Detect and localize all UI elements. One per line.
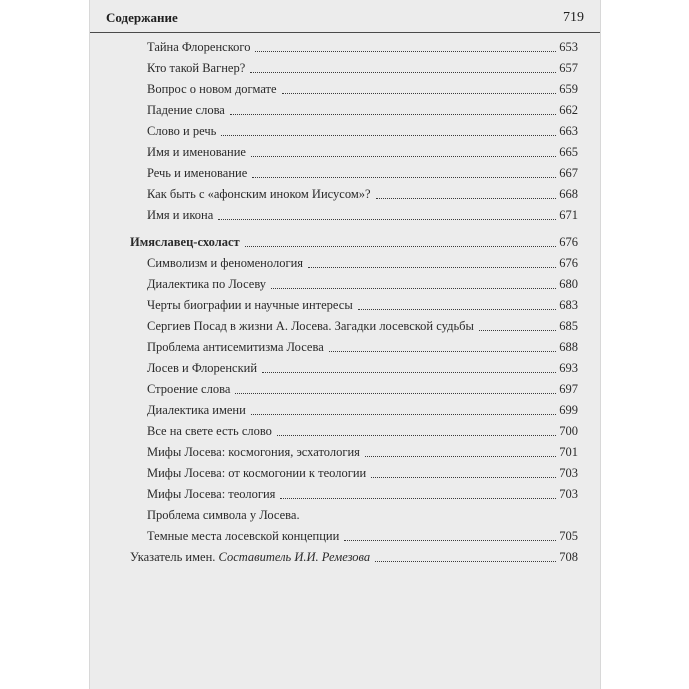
toc-entry-page: 671: [559, 208, 578, 222]
toc-entry-title: Диалектика по Лосеву: [147, 277, 267, 291]
leader-dots: [230, 114, 556, 115]
toc-entry-page: 700: [559, 424, 578, 438]
toc-entry-page: 688: [559, 340, 578, 354]
toc-entry-title: Мифы Лосева: от космогонии к теологии: [147, 466, 367, 480]
toc-entry-title: Проблема антисемитизма Лосева: [147, 340, 324, 354]
leader-dots: [280, 498, 556, 499]
toc-entry: [147, 184, 578, 202]
toc-section-title: Имяславец-схоласт: [130, 235, 240, 249]
leader-dots: [251, 156, 556, 157]
toc-entry-page: 665: [559, 145, 578, 159]
toc-entry-title: [130, 550, 372, 565]
leader-dots: [271, 288, 556, 289]
toc-entry-title: Тайна Флоренского: [147, 40, 251, 54]
toc-entry-page: 699: [559, 403, 578, 417]
toc-entry-title: Мифы Лосева: космогония, эсхатология: [147, 445, 360, 459]
toc-entry: [147, 463, 578, 481]
toc-entry-title: Черты биографии и научные интересы: [147, 298, 353, 312]
leader-dots: [358, 309, 557, 310]
toc-entry-title: Строение слова: [147, 382, 231, 396]
toc-entry-page: 703: [559, 487, 578, 501]
toc-entry: [147, 37, 578, 55]
toc-entry-page: 697: [559, 382, 578, 396]
toc-entry-page: 685: [559, 319, 578, 333]
toc-entry: [147, 253, 578, 271]
toc-entry: [147, 316, 578, 334]
leader-dots: [262, 372, 556, 373]
leader-dots: [371, 477, 556, 478]
leader-dots: [308, 267, 556, 268]
index-title: Указатель имен.: [130, 550, 216, 564]
toc-entry-page: 662: [559, 103, 578, 117]
toc-entry-title: Падение слова: [147, 103, 225, 117]
toc-entry-title: Имя и икона: [147, 208, 214, 222]
toc-entry-page: 676: [559, 235, 578, 249]
toc-entry-page: 701: [559, 445, 578, 459]
toc-entry-page: 667: [559, 166, 578, 180]
toc-entry-title: Кто такой Вагнер?: [147, 61, 246, 75]
toc-entry-page: 693: [559, 361, 578, 375]
leader-dots: [251, 414, 556, 415]
leader-dots: [282, 93, 557, 94]
toc-entry-title: Все на свете есть слово: [147, 424, 272, 438]
toc-entry: [147, 79, 578, 97]
toc-entry: [147, 205, 578, 223]
toc-entry: [147, 100, 578, 118]
header-page-number: 719: [563, 10, 584, 25]
toc-entry-page: 657: [559, 61, 578, 75]
leader-dots: [221, 135, 556, 136]
toc-entry-page: 683: [559, 298, 578, 312]
running-header: [90, 0, 600, 33]
leader-dots: [277, 435, 556, 436]
toc-entry: [147, 442, 578, 460]
toc-entry-title: Имя и именование: [147, 145, 246, 159]
toc-entry: [147, 337, 578, 355]
leader-dots: [250, 72, 556, 73]
toc-entry: [147, 121, 578, 139]
toc-entry-title: Мифы Лосева: теология: [147, 487, 276, 501]
toc-entry-title: Диалектика имени: [147, 403, 246, 417]
toc-entry-title: Лосев и Флоренский: [147, 361, 258, 375]
toc-entry-title: Сергиев Посад в жизни А. Лосева. Загадки лосевской судьбы: [147, 319, 474, 333]
toc-entry-title: Вопрос о новом догмате: [147, 82, 277, 96]
toc-entry-page: 705: [559, 529, 578, 543]
toc-entry: [147, 358, 578, 376]
toc-entry: [147, 400, 578, 418]
toc-entry: [147, 526, 578, 544]
leader-dots: [479, 330, 556, 331]
toc-entry-index: [130, 547, 578, 565]
toc-entry: [147, 274, 578, 292]
toc-entry: [147, 142, 578, 160]
index-compiler: Составитель И.И. Ремезова: [218, 550, 371, 564]
toc-entry-page: 653: [559, 40, 578, 54]
toc-entry-page: 668: [559, 187, 578, 201]
leader-dots: [344, 540, 556, 541]
leader-dots: [365, 456, 556, 457]
header-title: Содержание: [106, 10, 178, 25]
toc-entry: [147, 163, 578, 181]
leader-dots: [255, 51, 556, 52]
toc-entry: [147, 58, 578, 76]
toc-entry: [147, 484, 578, 502]
toc-entry-title: Темные места лосевской концепции: [147, 529, 340, 543]
leader-dots: [252, 177, 556, 178]
book-page: [89, 0, 601, 689]
leader-dots: [329, 351, 556, 352]
leader-dots: [375, 561, 556, 562]
toc-entry-page: 703: [559, 466, 578, 480]
toc-entry: [147, 505, 578, 523]
toc-entry-page: 663: [559, 124, 578, 138]
toc-entry: [147, 379, 578, 397]
leader-dots: [218, 219, 556, 220]
leader-dots: [376, 198, 557, 199]
toc-entry: [147, 421, 578, 439]
toc-entry: [147, 295, 578, 313]
leader-dots: [235, 393, 556, 394]
toc-entry-title: Как быть с «афонским иноком Иисусом»?: [147, 187, 371, 201]
toc-entry-title: Слово и речь: [147, 124, 217, 138]
toc-entry-page: 676: [559, 256, 578, 270]
toc-entry-page: 708: [559, 550, 578, 564]
toc-entry-page: 680: [559, 277, 578, 291]
toc-entry-page: 659: [559, 82, 578, 96]
toc-entry-title: Проблема символа у Лосева.: [147, 508, 300, 522]
toc-section-heading: [130, 232, 578, 250]
leader-dots: [245, 246, 557, 247]
toc-entry-title: Речь и именование: [147, 166, 248, 180]
toc-entry-title: Символизм и феноменология: [147, 256, 304, 270]
